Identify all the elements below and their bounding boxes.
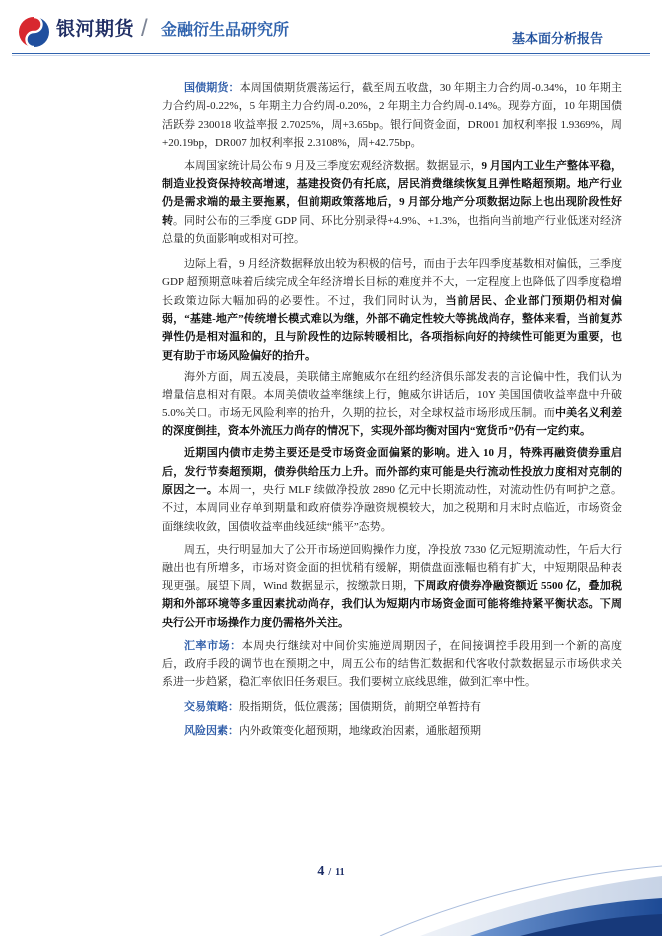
marginal-view-highlight: 当前居民、企业部门预期仍相对偏弱，“基建-地产”传统增长模式难以为继，外部不确定性较大等挑战尚存，整体来看，当前复苏弹性仍是相对温和的，且与阶段性的边际转暖相比，各项指标向好的持续性可能更为重要，也更有助于市场风险偏好的抬升。 [162,294,622,362]
bond-market-rest: 本周一，央行 MLF 续做净投放 2890 亿元中长期流动性，对流动性仍有呵护之意。不过，本周同业存单到期量和政府债券净融资规模较大，加之税期和月末时点临近，市场资金面继续收敛，国债收益率曲线延续“熊平”态势。 [162,483,622,533]
paragraph-marginal-view [162,255,622,365]
outlook-intro: 周五，央行明显加大了公开市场逆回购操作力度，净投放 7330 亿元短期流动性，午后大行融出也有所增多，市场对资金面的担忧稍有缓解，期债盘面涨幅也稍有扩大，中短期限品种表现更强。展望下周，Wind 数据显示，按缴款日期， [162,543,622,593]
page-separator: / [328,867,332,878]
treasury-futures-label: 国债期货： [184,82,240,94]
marginal-view-intro: 边际上看，9 月经济数据释放出较为积极的信号，而由于去年四季度基数相对偏低，三季度 GDP 超预期意味着后续完成全年经济增长目标的难度并不大，一定程度上也降低了四季度稳增长政策边际大幅加码的必要性。不过，我们同时认为， [162,258,622,307]
treasury-futures-text: 本周国债期货震荡运行，截至周五收盘，30 年期主力合约周-0.34%，10 年期主力合约周-0.22%，5 年期主力合约周-0.20%，2 年期主力合约周-0.14%。现券方面，10 年期国债活跃券 230018 收益率报 2.7025%，周+3.65bp。银行间资金面，DR001 加权利率报 1.9369%，周+20.19bp，DR007 加权利率报 2.3108%，周+42.75bp。 [162,82,623,149]
paragraph-treasury-futures [162,79,622,152]
overseas-highlight: 中美名义利差的深度倒挂，资本外流压力尚存的情况下，实现外部均衡对国内“宽货币”仍有一定约束。 [162,407,622,438]
macro-data-highlight: 9 月国内工业生产整体平稳，制造业投资保持较高增速，基建投资仍有托底，居民消费继续恢复且弹性略超预期。地产行业仍是需求端的最主要拖累，但前期政策落地后，9 月部分地产分项数据边际上也出现阶段性好转 [162,159,623,227]
paragraph-fx-market [162,637,622,692]
fx-market-label: 汇率市场： [184,639,242,652]
institute-name: 金融衍生品研究所 [161,22,290,39]
macro-data-intro: 本周国家统计局公布 9 月及三季度宏观经济数据。数据显示， [184,159,482,172]
report-type: 基本面分析报告 [512,31,604,46]
header-separator: / [141,15,148,42]
strategy-label: 交易策略： [184,701,239,714]
page-current: 4 [317,864,325,879]
page-total: 11 [335,867,345,878]
paragraph-overseas [162,368,622,441]
header-divider [12,53,650,54]
risk-label: 风险因素： [184,725,239,738]
page-header [0,0,662,56]
macro-data-rest: 。同时公布的三季度 GDP 同、环比分别录得+4.9%、+1.3%，也指向当前地产行业低迷对经济总量的负面影响或相对可控。 [162,214,623,246]
strategy-text: 股指期货，低位震荡；国债期货，前期空单暂持有 [239,701,481,714]
paragraph-strategy [162,698,622,716]
paragraph-outlook [162,541,622,632]
bond-market-highlight: 近期国内债市走势主要还是受市场资金面偏紧的影响。进入 10 月，特殊再融资债券重启后，发行节奏超预期，债券供给压力上升。而外部约束可能是央行流动性投放力度相对克制的原因之一。 [162,447,622,496]
outlook-highlight: 下周政府债券净融资额近 5500 亿，叠加税期和外部环境等多重因素扰动尚存，我们认为短期内市场资金面可能将维持紧平衡状态。下周央行公开市场操作力度仍需格外关注。 [162,580,623,629]
risk-text: 内外政策变化超预期，地缘政治因素，通胀超预期 [239,725,481,738]
paragraph-bond-market [162,444,622,535]
footer-swoosh-decoration [0,846,662,936]
galaxy-futures-logo-icon [18,16,50,48]
fx-market-text: 本周央行继续对中间价实施逆周期因子，在间接调控手段用到一个新的高度后，政府手段的调节也在预期之中，周五公布的结售汇数据和代客收付款数据显示市场供求关系进一步趋紧，稳汇率依旧任务艰巨。我们要树立底线思维，做到汇率中性。 [162,639,622,689]
report-body [162,79,622,741]
header-divider-light [12,55,650,56]
brand-name: 银河期货 [56,19,135,40]
overseas-intro: 海外方面，周五凌晨，美联储主席鲍威尔在纽约经济俱乐部发表的言论偏中性，我们认为增量信息相对有限。本周美债收益率继续上行，鲍威尔讲话后，10Y 美国国债收益率盘中升破 5.0%关口。市场无风险利率的抬升，久期的拉长，对全球权益市场形成压制。而 [162,370,622,420]
paragraph-risk [162,722,622,740]
paragraph-macro-data [162,157,622,248]
